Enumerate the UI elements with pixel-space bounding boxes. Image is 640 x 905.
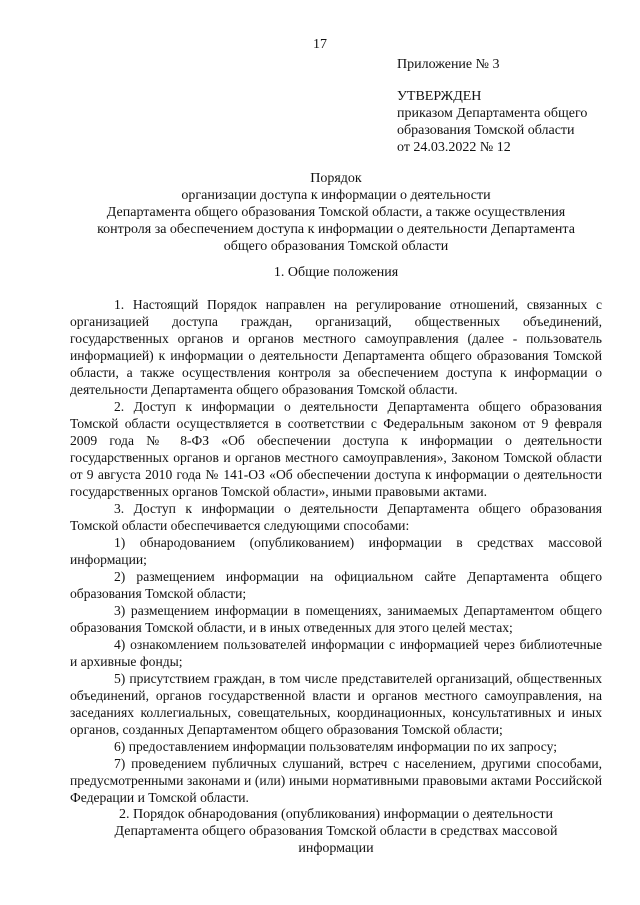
list-item: 1) обнародованием (опубликованием) информации в средствах массовой информации;: [70, 535, 602, 567]
section-2-line: Департамента общего образования Томской области в средствах массовой: [114, 824, 558, 839]
list-item: 4) ознакомлением пользователей информации с информацией через библиотечные и архивные фонды;: [70, 637, 602, 669]
title-line: общего образования Томской области: [223, 239, 449, 254]
approval-line: от 24.03.2022 № 12: [397, 140, 511, 155]
title-line: Департамента общего образования Томской области, а также осуществления: [106, 205, 566, 220]
document-title: [70, 170, 602, 255]
section-2-heading: [70, 806, 602, 857]
list-item: 3) размещением информации в помещениях, занимаемых Департаментом общего образования Томской области, и в иных отведенных для этого целей местах;: [70, 603, 602, 635]
list-item: 5) присутствием граждан, в том числе представителей организаций, общественных объединений, органов государственной власти и органов местного самоуправления, на заседаниях коллегиальных, совещательных, координационных, консультативных и иных органов, созданных Департаментом общего образования Томской области;: [70, 671, 602, 737]
appendix-label: Приложение № 3: [397, 57, 500, 72]
title-line: Порядок: [310, 171, 362, 186]
section-1-heading: 1. Общие положения: [273, 265, 399, 280]
paragraph: 2. Доступ к информации о деятельности Департамента общего образования Томской области осуществляется в соответствии с Федеральным законом от 9 февраля 2009 года № 8-ФЗ «Об обеспечении доступа к информации о деятельности государственных органов и органов местного самоуправления», Законом Томской области от 9 августа 2010 года № 141-ОЗ «Об обеспечении доступа к информации о деятельности государственных органов Томской области», иными правовыми актами.: [70, 399, 602, 499]
section-2-line: 2. Порядок обнародования (опубликования) информации о деятельности: [118, 807, 554, 822]
approval-line: приказом Департамента общего: [397, 106, 588, 121]
paragraph: 3. Доступ к информации о деятельности Департамента общего образования Томской области обеспечивается следующими способами:: [70, 501, 602, 533]
title-line: контроля за обеспечением доступа к информации о деятельности Департамента: [97, 222, 575, 237]
approval-heading: УТВЕРЖДЕН: [397, 89, 482, 104]
list-item: 7) проведением публичных слушаний, встреч с населением, другими способами, предусмотренными законами и (или) иными нормативными правовыми актами Российской Федерации и Томской области.: [70, 756, 602, 805]
section-2-line: информации: [298, 841, 374, 856]
approval-block: [397, 88, 587, 156]
paragraph: 1. Настоящий Порядок направлен на регулирование отношений, связанных с организацией доступа граждан, организаций, общественных объединений, государственных органов и органов местного самоуправления (далее - пользователь информацией) к информации о деятельности Департамента общего образования Томской области, а также осуществления контроля за обеспечением доступа к информации о деятельности Департамента общего образования Томской области.: [70, 297, 602, 397]
title-line: организации доступа к информации о деятельности: [181, 188, 491, 203]
approval-line: образования Томской области: [397, 123, 575, 138]
document-body: [70, 296, 602, 806]
page-number: 17: [313, 37, 327, 52]
list-item: 2) размещением информации на официальном сайте Департамента общего образования Томской области;: [70, 569, 602, 601]
list-item: 6) предоставлением информации пользователям информации по их запросу;: [114, 739, 558, 754]
